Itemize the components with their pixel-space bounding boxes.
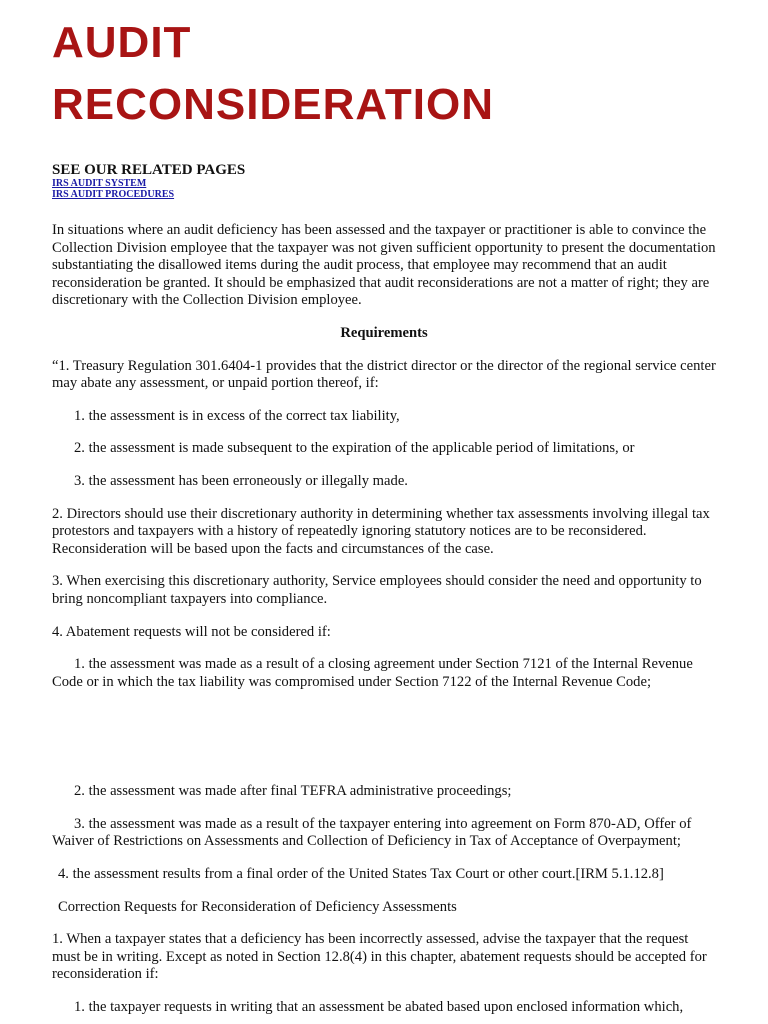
related-links [52,178,716,200]
list-item: 3. the assessment has been erroneously or illegally made. [74,472,408,489]
requirement-paragraph-3: 3. When exercising this discretionary authority, Service employees should consider the need and opportunity to bring noncompliant taxpayers into compliance. [52,573,702,607]
list-item: 4. the assessment results from a final order of the United States Tax Court or other court.[IRM 5.1.12.8] [58,866,664,883]
intro-paragraph: In situations where an audit deficiency has been assessed and the taxpayer or practitioner is able to convince the Collection Division employee that the taxpayer was not given sufficient opportunity to present the documentation substantiating the disallowed items during the audit process, that employee may recommend that an audit reconsideration be granted. It should be emphasized that audit reconsiderations are not a matter of right; they are discretionary with the Collection Division employee. [52,222,716,309]
list-item: 1. the assessment is in excess of the correct tax liability, [74,407,400,424]
list-item: 3. the assessment was made as a result of the taxpayer entering into agreement on Form 870-AD, Offer of Waiver of Restrictions on Assessments and Collection of Deficiency in Tax of Acceptance of Overpayment; [52,815,692,850]
requirement-paragraph-1: “1. Treasury Regulation 301.6404-1 provides that the district director or the director of the regional service center may abate any assessment, or unpaid portion thereof, if: [52,357,716,392]
document-page [52,0,716,1017]
requirement-paragraph-4: 4. Abatement requests will not be considered if: [52,623,331,640]
requirement-paragraph-2: 2. Directors should use their discretionary authority in determining whether tax assessments involving illegal tax protestors and taxpayers with a history of repeatedly ignoring statutory notices are to be reconsidered. Reconsideration will be based upon the facts and circumstances of the case. [52,505,710,557]
article-body [52,222,716,1017]
link-irs-audit-procedures[interactable]: IRS AUDIT PROCEDURES [52,189,175,200]
list-item: 2. the assessment is made subsequent to the expiration of the applicable period of limitations, or [74,440,635,457]
requirements-heading: Requirements [340,324,428,341]
correction-heading: Correction Requests for Reconsideration of Deficiency Assessments [58,898,457,915]
page-title [52,0,716,136]
list-item: 2. the assessment was made after final TEFRA administrative proceedings; [74,783,512,800]
related-pages-heading: SEE OUR RELATED PAGES [52,162,246,178]
related-pages [52,136,716,200]
page-title-line2: RECONSIDERATION [52,80,494,129]
link-irs-audit-system[interactable]: IRS AUDIT SYSTEM [52,178,147,189]
list-item: 1. the taxpayer requests in writing that an assessment be abated based upon enclosed information which, [74,999,684,1016]
list-item: 1. the assessment was made as a result of a closing agreement under Section 7121 of the Internal Revenue Code or in which the tax liability was compromised under Section 7122 of the Internal Revenue Code; [52,656,693,690]
page-title-line1: AUDIT [52,18,192,67]
correction-paragraph-1: 1. When a taxpayer states that a deficiency has been incorrectly assessed, advise the taxpayer that the request must be in writing. Except as noted in Section 12.8(4) in this chapter, abatement requests should be accepted for reconsideration if: [52,931,707,983]
